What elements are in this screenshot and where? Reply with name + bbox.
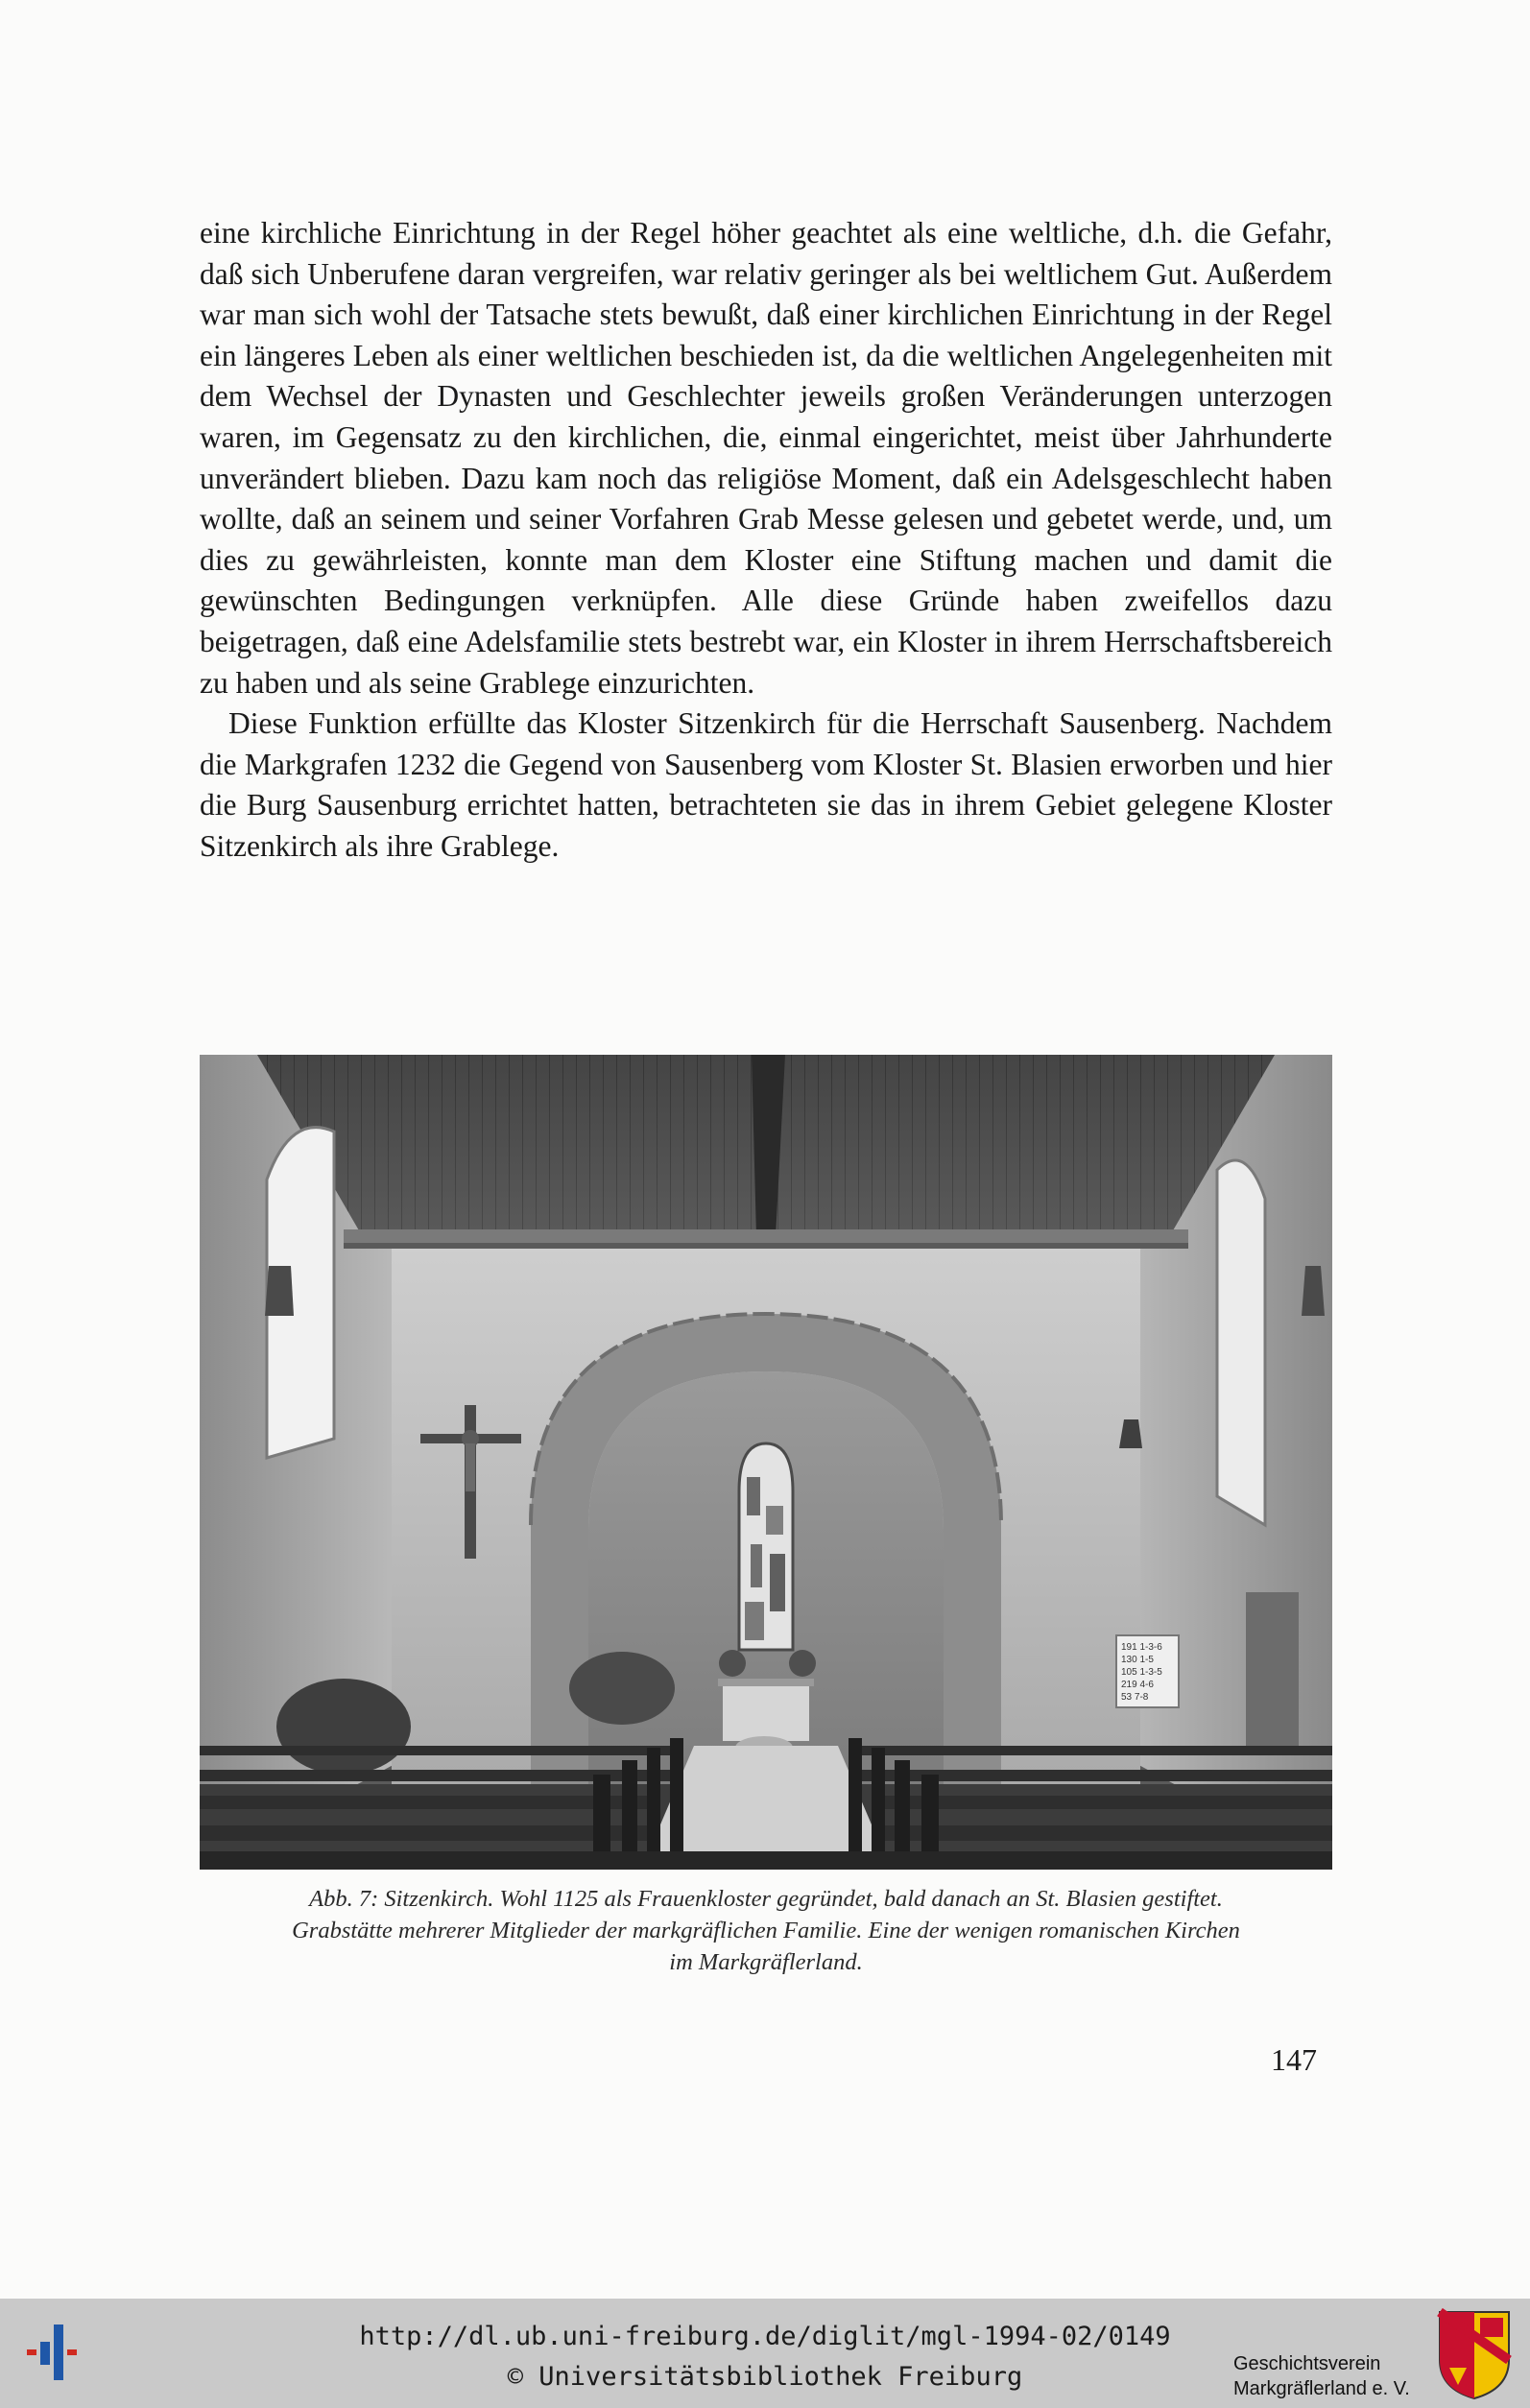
permalink-url[interactable]: http://dl.ub.uni-freiburg.de/diglit/mgl-1994-02/0149: [359, 2322, 1171, 2351]
figure-caption: [200, 1883, 1332, 1978]
page-number: 147: [1271, 2042, 1317, 2077]
plaque-line: 219 4-6: [1121, 1680, 1154, 1690]
coat-of-arms-icon: [1436, 2308, 1513, 2400]
body-text: [200, 213, 1332, 868]
plaque-line: 105 1-3-5: [1121, 1667, 1162, 1678]
caption-line-1: Abb. 7: Sitzenkirch. Wohl 1125 als Frauenkloster gegründet, bald danach an St. Blasien gestiftet.: [309, 1886, 1223, 1912]
plaque-line: 53 7-8: [1121, 1692, 1149, 1703]
society-line-2: Markgräflerland e. V.: [1233, 2378, 1410, 2399]
society-name: [1233, 2351, 1410, 2401]
paragraph-2: Diese Funktion erfüllte das Kloster Sitzenkirch für die Herrschaft Sausenberg. Nachdem die Markgrafen 1232 die Gegend von Sausenberg vom Kloster St. Blasien erworben und hier die Burg Sausenburg errichtet hatten, betrachteten sie das in ihrem Gebiet gelegene Kloster Sitzenkirch als ihre Grablege.: [200, 706, 1332, 863]
paragraph-1: eine kirchliche Einrichtung in der Regel höher geachtet als eine weltliche, d.h. die Gefahr, daß sich Unberufene daran vergreifen, war relativ geringer als bei weltlichem Gut. Außerdem war man sich wohl der Tatsache stets bewußt, daß einer kirchlichen Einrichtung in der Regel ein längeres Leben als einer weltlichen beschieden ist, da die weltlichen Angelegenheiten mit dem Wechsel der Dynasten und Geschlechter jeweils großen Veränderungen unterzogen waren, im Gegensatz zu den kirchlichen, die, einmal eingerichtet, meist über Jahrhunderte unverändert blieben. Dazu kam noch das religiöse Moment, daß ein Adelsgeschlecht haben wollte, daß an seinem und seiner Vorfahren Grab Messe gelesen und gebetet werde, und, um dies zu gewährleisten, konnte man dem Kloster eine Stiftung machen und damit die gewünschten Bedingungen verknüpfen. Alle diese Gründe haben zweifellos dazu beigetragen, daß eine Adelsfamilie stets bestrebt war, ein Kloster in ihrem Herrschaftsbereich zu haben und als seine Grablege einzurichten.: [200, 216, 1332, 700]
society-line-1: Geschichtsverein: [1233, 2353, 1381, 2374]
digital-library-footer: [0, 2299, 1530, 2408]
church-interior-photo: [200, 1055, 1332, 1870]
plaque-line: 130 1-5: [1121, 1655, 1154, 1665]
plaque-line: 191 1-3-6: [1121, 1642, 1162, 1653]
caption-line-2: Grabstätte mehrerer Mitglieder der markgräflichen Familie. Eine der wenigen romanischen Kirchen: [292, 1918, 1240, 1943]
caption-line-3: im Markgräflerland.: [669, 1949, 863, 1975]
copyright-notice: © Universitätsbibliothek Freiburg: [507, 2362, 1023, 2392]
